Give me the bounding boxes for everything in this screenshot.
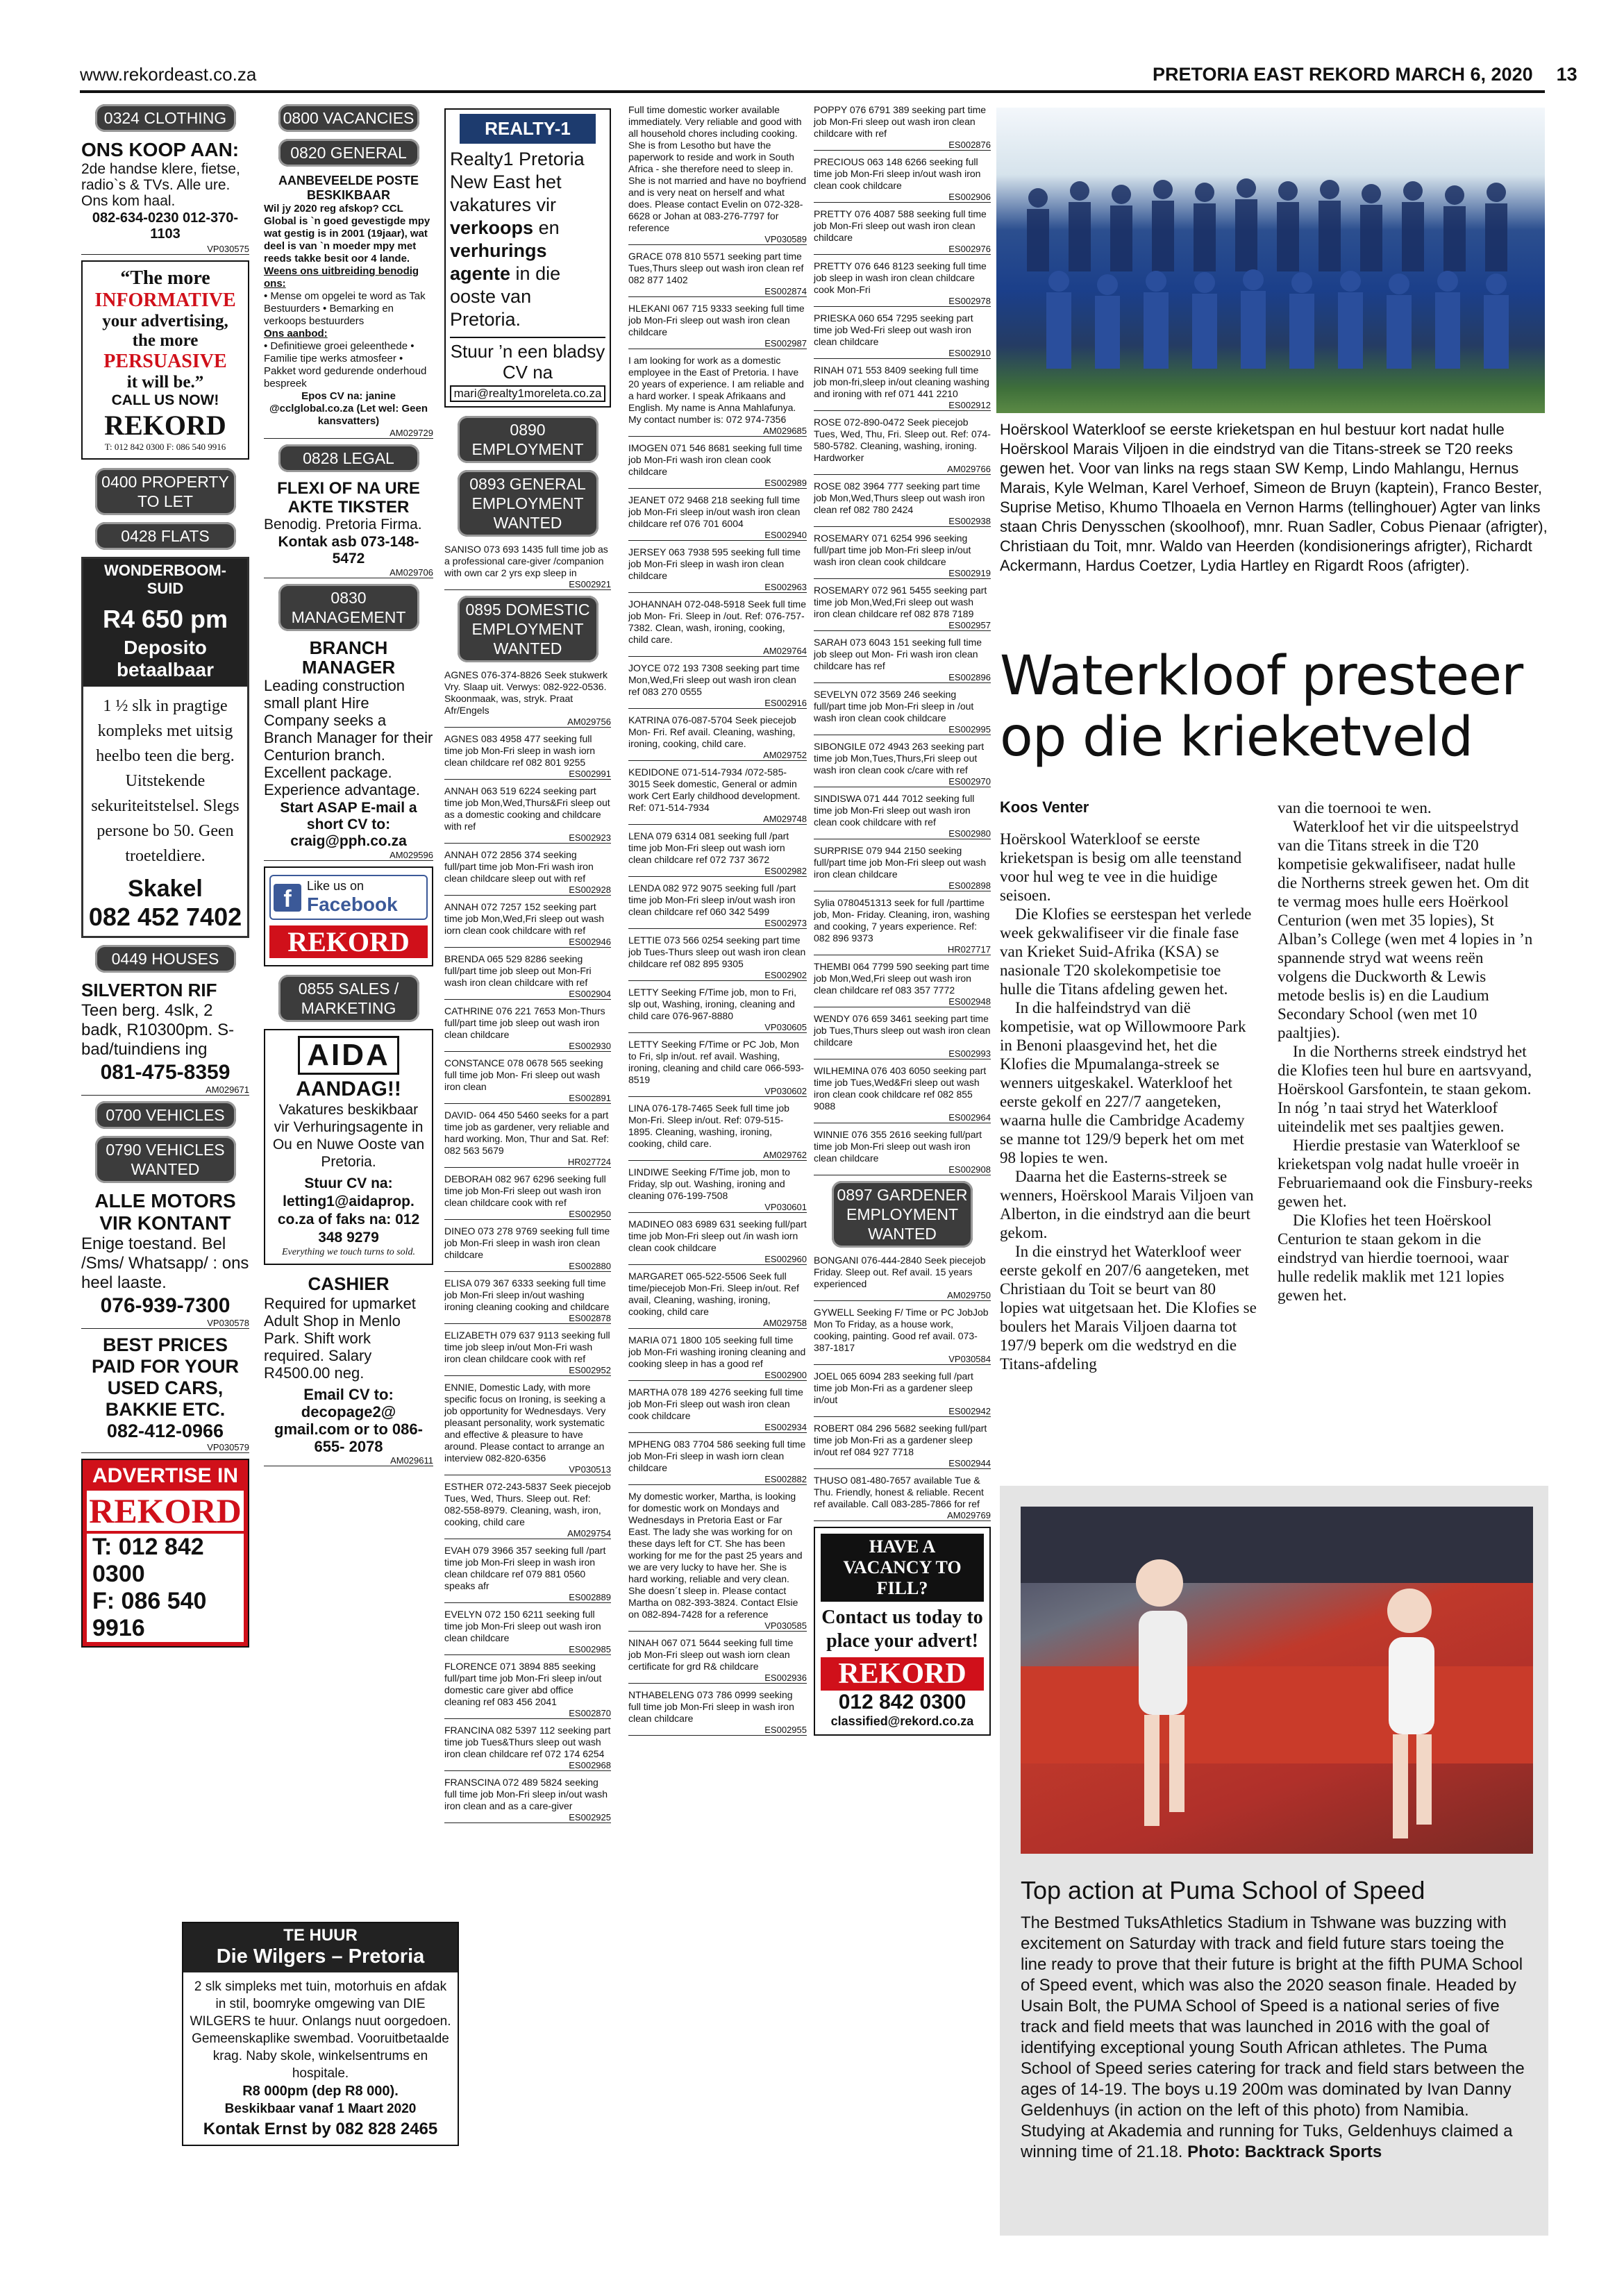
saniso-ad: SANISO 073 693 1435 full time job as a professional care-giver /companion with own car 2 yrs exp sleep in (444, 544, 608, 578)
page-header-title (1153, 64, 1577, 85)
te-huur-beskikbaar: Beskikbaar vanaf 1 Maart 2020 (224, 2102, 417, 2116)
classified-ad-text: BONGANI 076-444-2840 Seek piecejob Friday. Sleep out. Ref avail. 15 years experienced (814, 1255, 986, 1289)
article-paragraph: Die Klofies het teen Hoërskool Centurion te staan gekom in die eindstryd van hierdie toernooi, waar hulle redelik maklik met 121 lopies gewen het. (1278, 1212, 1509, 1304)
category-property-to-let: 0400 PROPERTY TO LET (95, 468, 236, 515)
classified-ad-text: PRETTY 076 646 8123 seeking full time job sleep in wash iron clean childcare cook Mon-Fri (814, 260, 987, 295)
ad-ref: ES002882 (628, 1474, 807, 1485)
ad-ref: ES002976 (814, 244, 991, 255)
classified-ad-text: SIBONGILE 072 4943 263 seeking part time job Mon,Tues,Thurs,Fri sleep out wash iron clean cook c/care with ref (814, 741, 985, 776)
article-paragraph: Die Klofies se eerstespan het verlede week gekwalifiseer vir die finale fase van Krieket Suid-Afrika (KSA) se nasionale T20 skolekompetisie toe hulle die Titans afdeling gewen het. (1000, 905, 1252, 998)
classified-ad-text: LENDA 082 972 9075 seeking full /part time job Mon-Fri sleep in/out wash iron clean childcare ref 060 342 5499 (628, 882, 796, 917)
aida-logo: AIDA (298, 1036, 399, 1075)
classified-ad-text: MARIA 071 1800 105 seeking full time job Mon-Fri washing ironing cleaning and cooking sleep in has a good ref (628, 1334, 806, 1369)
classified-ad-text: WENDY 076 659 3461 seeking part time job Tues,Thurs sleep out wash iron clean childcare (814, 1013, 991, 1048)
ad-ref: ES002900 (628, 1370, 807, 1381)
ad-ref: ES002898 (814, 880, 991, 891)
classified-ad-text: LINA 076-178-7465 Seek full time job Mon-Fri. Sleep in/out. Ref: 079-515-1895. Cleaning, washing, ironing, cooking, child care. (628, 1103, 789, 1149)
ad-ref: ES002891 (444, 1093, 611, 1104)
promo-call: CALL US NOW! (111, 392, 219, 408)
classified-ad-text: NINAH 067 071 5644 seeking full time job Mon-Fri sleep out wash iorn clean certificate for grd R& childcare (628, 1637, 794, 1672)
ad-ref: AM029685 (628, 426, 807, 437)
classified-ad-text: LETTIE 073 566 0254 seeking part time job Tues-Thurs sleep out wash iron clean childcare ref 082 895 9305 (628, 935, 806, 969)
ad-ref: ES002995 (814, 724, 991, 735)
team-silhouettes (996, 108, 1545, 413)
realty1-text: in die ooste van Pretoria. (450, 263, 561, 330)
category-employment: 0890 EMPLOYMENT (458, 416, 598, 463)
ad-ref: ES002876 (814, 140, 991, 151)
site-url: www.rekordeast.co.za (80, 64, 257, 85)
classified-ad-text: DEBORAH 082 967 6296 seeking full time job Mon-Fri sleep out wash iron clean childcare cook with ref (444, 1173, 606, 1208)
ad-ref: VP030602 (628, 1086, 807, 1097)
vacancy-text: Contact us today to place your advert! (821, 1607, 983, 1652)
promo-line: the more (132, 331, 199, 350)
category-vehicles-wanted: 0790 VEHICLES WANTED (95, 1136, 236, 1183)
category-management: 0830 MANAGEMENT (278, 584, 419, 631)
sprint-photo (1021, 1507, 1533, 1854)
ad-ref: ES002948 (814, 996, 991, 1007)
ad-ref: AM029754 (444, 1528, 611, 1539)
rekord-logo: REKORD (87, 1491, 244, 1531)
classifieds-column-5 (814, 104, 991, 1744)
ad-ref: ES002973 (628, 918, 807, 929)
classified-ad-text: ROSE 072-890-0472 Seek piecejob Tues, Wed, Thu, Fri. Sleep out. Ref: 074-580-5782. Cleaning, washing, ironing. Hardworker (814, 417, 991, 463)
te-huur-subtitle: Die Wilgers – Pretoria (183, 1945, 458, 1972)
classified-ad-text: AGNES 083 4958 477 seeking full time job Mon-Fri sleep in wash iorn clean childcare ref 082 801 9255 (444, 733, 596, 768)
aanbeveelde-list: • Definitiewe groei geleenthede • Familie tipe werks atmosfeer • Pakket word gedurende onderhoud bespreek (264, 340, 427, 389)
category-general: 0820 GENERAL (278, 139, 419, 167)
classified-ad-text: SEVELYN 072 3569 246 seeking full/part time job Mon-Fri sleep in /out wash iron clean cook childcare (814, 689, 974, 723)
ad-ref: ES002970 (814, 776, 991, 787)
ad-ref: ES002942 (814, 1406, 991, 1417)
ad-ref: AM029758 (628, 1318, 807, 1329)
wonderboom-title: WONDERBOOM-SUID (83, 559, 247, 601)
realty1-logo: REALTY-1 (460, 114, 596, 144)
classified-ad-text: JOYCE 072 193 7308 seeking part time Mon,Wed,Fri sleep out wash iron clean ref 083 270 0555 (628, 662, 800, 697)
ad-ref: AM029729 (264, 428, 433, 439)
ad-ref: AM029762 (628, 1150, 807, 1161)
category-clothing: 0324 CLOTHING (95, 104, 236, 132)
classified-ad-text: FLORENCE 071 3894 885 seeking full/part time job Mon-Fri sleep in/out domestic care giver abd office cleaning ref 083 456 2041 (444, 1661, 602, 1707)
category-vacancies: 0800 VACANCIES (278, 104, 419, 132)
best-prices-title: BEST PRICES PAID FOR YOUR USED CARS, BAKKIE ETC. (91, 1334, 240, 1420)
classified-ad-text: ELIZABETH 079 637 9113 seeking full time job sleep in/out Mon-Fri wash iron clean childcare cook with ref (444, 1330, 610, 1364)
motors-text: Enige toestand. Bel /Sms/ Whatsapp/ : ons heel laaste. (81, 1234, 249, 1292)
classified-ad-text: JOHANNAH 072-048-5918 Seek full time job Mon- Fri. Sleep in /out. Ref: 076-757-7382. Clean, wash, ironing, cooking, child care. (628, 598, 807, 645)
puma-text (1021, 1913, 1534, 2163)
promo-tel: T: 012 842 0300 F: 086 540 9916 (104, 442, 226, 452)
realty1-text: Realty1 Pretoria New East het vakatures vir (450, 149, 585, 215)
classifieds-column-2 (264, 104, 433, 1472)
ad-ref: VP030584 (814, 1354, 991, 1365)
classified-ad-text: THEMBI 064 7799 590 seeking part time job Mon,Wed,Fri sleep out wash iron clean childcare ref 083 357 7772 (814, 961, 989, 996)
aanbeveelde-aanbod: Ons aanbod: (264, 328, 328, 340)
wonderboom-price: R4 650 pm (83, 601, 247, 635)
ad-ref: VP030585 (628, 1620, 807, 1632)
classified-ad-text: ELISA 079 367 6333 seeking full time job Mon-Fri sleep in/out washing ironing cleaning cooking and childcare (444, 1277, 610, 1312)
ad-ref: ES002889 (444, 1592, 611, 1603)
classified-ad-text: ENNIE, Domestic Lady, with more specific focus on Ironing, is seeking a job opportunity for Wednesdays. Very pleasant personality, work systematic and effective & pleasure to have around. Please contact to arrange an interview 082-820-6356 (444, 1382, 606, 1464)
ad-ref: ES002938 (814, 516, 991, 527)
classified-ad-text: Sylia 0780451313 seek for full /parttime job, Mon- Friday. Cleaning, iron, washing and cooking, 7 years experience. Ref: 082 896 9373 (814, 897, 990, 944)
classified-ad-text: I am looking for work as a domestic employee in the East of Pretoria. I have 20 years of experience. I am reliable and a hard worker. I speak Afrikaans and English. My name is Anna Mahlafunya. My contact number is: 072 974-7356 (628, 355, 804, 425)
article-paragraph: In die Northerns streek eindstryd het die Klofies teen hul bure en aartsvyand, Hoërskool Garsfontein, te staan gekom. In nóg ’n taai stryd het Waterkloof uiteindelik met ses paaltjies gewen. (1278, 1043, 1532, 1135)
ad-ref: HR027724 (444, 1157, 611, 1168)
aida-slogan: Everything we touch turns to sold. (281, 1247, 416, 1257)
classified-ad-text: KATRINA 076-087-5704 Seek piecejob Mon- Fri. Ref avail. Cleaning, washing, ironing, cooking, child care. (628, 714, 796, 749)
classified-ad-text: DAVID- 064 450 5460 seeks for a part time job as gardener, very reliable and hard working. Mon, Thur and Sat. Ref: 082 563 5679 (444, 1109, 610, 1156)
ad-ref: ES002880 (444, 1261, 611, 1272)
classified-ad-text: ROSEMARY 072 961 5455 seeking part time job Mon,Wed,Fri sleep out wash iron clean childcare ref 082 878 7189 (814, 585, 987, 619)
category-legal: 0828 LEGAL (278, 444, 419, 472)
ad-ref: ES002910 (814, 348, 991, 359)
realty1-ad (444, 108, 611, 408)
gardener-ads-list (814, 1255, 991, 1521)
promo-line: your advertising, (102, 312, 228, 330)
ad-ref: ES002923 (444, 832, 611, 844)
ad-ref: ES002936 (628, 1673, 807, 1684)
flexi-text: Benodig. Pretoria Firma. (264, 517, 422, 533)
classified-ad-text: LETTY Seeking F/Time job, mon to Fri, slp out, Washing, ironing, cleaning and child care 076-967-8880 (628, 987, 796, 1021)
category-flats: 0428 FLATS (95, 522, 236, 550)
article-paragraph: Waterkloof het vir die uitspeelstryd van die Titans streek in die T20 kompetisie gekwalifiseer, nadat hulle die Northerns streek gewen het. Om dit te vermag moes hulle eers Hoërkool Centurion (wen met 35 lopies), St Alban’s College (wen met 4 lopies in ’n spannende stryd wat weens reën volgens die Duckworth & Lewis metode beslis is) en die Laudium Secondary School (wen met 10 paaltjies). (1278, 818, 1533, 1041)
wonderboom-ad (81, 557, 249, 938)
ad-ref: ES002928 (444, 885, 611, 896)
article-byline: Koos Venter (1000, 798, 1089, 816)
cashier-title: CASHIER (308, 1273, 390, 1294)
classified-ad-text: My domestic worker, Martha, is looking for domestic work on Mondays and Wednesdays in Pretoria East or Far East. The lady she was working for on these days left for CT. She has been working for me for the past 25 years and we are very lucky to have her. She is hard working, reliable and very clean. She doesn´t sleep in. Please contact Martha on 082-393-3824. Contact Elsie on 082-894-7428 for a reference (628, 1491, 803, 1620)
rekord-logo: REKORD (269, 925, 428, 958)
advertise-tel: T: 012 842 0300 (87, 1534, 244, 1588)
facebook-like: Like us on (307, 879, 365, 893)
silverton-title: SILVERTON RIF (81, 980, 217, 1000)
ad-ref: ES002904 (444, 989, 611, 1000)
ad-ref: ES002870 (444, 1708, 611, 1719)
ad-ref: VP030513 (444, 1464, 611, 1475)
ad-ref: ES002874 (628, 286, 807, 297)
classified-ad-text: JOEL 065 6094 283 seeking full /part time job Mon-Fri as a gardener sleep in/out (814, 1371, 973, 1405)
ad-ref: ES002950 (444, 1209, 611, 1220)
ad-ref: ES002896 (814, 672, 991, 683)
facebook-promo (264, 866, 433, 966)
ad-ref: AM029611 (264, 1455, 433, 1466)
classified-ad-text: DINEO 073 278 9769 seeking full time job Mon-Fri sleep in wash iron clean childcare (444, 1225, 610, 1260)
classified-ad-text: NTHABELENG 073 786 0999 seeking full time job Mon-Fri sleep in wash iron clean childcare (628, 1689, 794, 1724)
wonderboom-deposit: Deposito betaalbaar (83, 635, 247, 687)
ad-ref: ES002906 (814, 192, 991, 203)
classified-ad-text: KEDIDONE 071-514-7934 /072-585-3015 Seek domestic, General or admin work Cert Early childhood development. Ref: 071-514-7934 (628, 766, 801, 813)
realty1-stuur: Stuur ’n een bladsy CV na (450, 337, 605, 383)
ad-ref: ES002964 (814, 1112, 991, 1123)
classifieds-column-3 (444, 104, 611, 1829)
sprinters-silhouettes (1021, 1507, 1533, 1854)
classified-ad-text: MADINEO 083 6989 631 seeking full/part time job Mon-Fri sleep out /in wash iorn clean cook childcare (628, 1218, 807, 1253)
classified-ad-text: POPPY 076 6791 389 seeking part time job Mon-Fri sleep out wash iron clean childcare with ref (814, 104, 987, 139)
classifieds-column-1 (81, 104, 249, 1656)
classified-ad-text: HLEKANI 067 715 9333 seeking full time job Mon-Fri sleep out wash iron clean childcare (628, 303, 805, 337)
ad-ref: AM029750 (814, 1290, 991, 1301)
ad-ref: ES002946 (444, 937, 611, 948)
classified-ad-text: AGNES 076-374-8826 Seek stukwerk Vry. Slaap uit. Verwys: 082-922-0536. Skoonmaak, was, stryk. Praat Afr/Engels (444, 669, 608, 716)
ad-ref: AM029769 (814, 1510, 991, 1521)
category-houses: 0449 HOUSES (95, 945, 236, 973)
ad-ref: ES002987 (628, 338, 807, 349)
domestic-ads-list (444, 669, 611, 1823)
classified-ad-text: FRANCINA 082 5397 112 seeking part time job Tues&Thurs sleep out wash iron clean childcare ref 072 174 6254 (444, 1725, 611, 1759)
domestic-ads-list (814, 104, 991, 1175)
classifieds-column-4 (628, 104, 807, 1741)
aida-ad (264, 1029, 433, 1265)
classified-ad-text: CATHRINE 076 221 7653 Mon-Thurs full/part time job sleep out wash iron clean childcare (444, 1005, 605, 1040)
ad-ref: ES002968 (444, 1760, 611, 1771)
realty1-bold: verhurings agente (450, 240, 547, 284)
classified-ad-text: WILHEMINA 076 403 6050 seeking part time job Tues,Wed&Fri sleep out wash iron clean cook childcare ref 082 855 9088 (814, 1065, 987, 1112)
ad-ref: ES002985 (444, 1644, 611, 1655)
te-huur-text: 2 slk simpleks met tuin, motorhuis en afdak in stil, boomryke omgewing van DIE WILGERS te huur. Onlangs nuut oorgedoen. Gemeenskaplike swembad. Vooruitbetaalde krag. Naby skole, winkelsentrums en hospitale. (190, 1979, 451, 2081)
silverton-text: Teen berg. 4slk, 2 badk, R10300pm. S-bad/tuindiens ing (81, 1001, 235, 1059)
branch-start: Start ASAP E-mail a short CV to: craig@pph.co.za (280, 800, 417, 849)
classified-ad-text: ROSE 082 3964 777 seeking part time job Mon,Wed,Thurs sleep out wash iron clean ref 082 780 2424 (814, 480, 985, 515)
ad-ref: ES002991 (444, 769, 611, 780)
classified-ad-text: FRANSCINA 072 489 5824 seeking full time job Mon-Fri sleep in/out wash iron clean and as a care-giver (444, 1777, 608, 1811)
ad-ref: ES002952 (444, 1365, 611, 1376)
classified-ad-text: GYWELL Seeking F/ Time or PC JobJob Mon To Friday, as a house work, cooking, painting. Good ref avail. 073-387-1817 (814, 1307, 989, 1353)
vacancy-promo (814, 1527, 991, 1736)
advertise-box (81, 1459, 249, 1648)
ad-ref: AM029748 (628, 814, 807, 825)
ad-ref: VP030579 (81, 1442, 249, 1453)
classified-ad-text: ESTHER 072-243-5837 Seek piecejob Tues, Wed, Thurs. Sleep out. Ref: 082-558-8979. Cleaning, wash, iron, cooking, child care (444, 1481, 611, 1527)
best-prices-phone: 082-412-0966 (106, 1421, 224, 1441)
ad-ref: ES002993 (814, 1048, 991, 1059)
advertise-in: ADVERTISE IN (92, 1464, 239, 1487)
classified-ad-text: ANNAH 063 519 6224 seeking part time job Mon,Wed,Thurs&Fri sleep out as a domestic cooking and childcare with ref (444, 785, 610, 832)
classified-ad-text: MARTHA 078 189 4276 seeking full time job Mon-Fri sleep out wash iron clean cook childcare (628, 1386, 803, 1421)
wonderboom-skakel: Skakel (128, 875, 203, 902)
domestic-ads-list (628, 104, 807, 1736)
header-rule (80, 90, 1545, 93)
ad-ref: AM029764 (628, 646, 807, 657)
category-vehicles: 0700 VEHICLES (95, 1101, 236, 1129)
classified-ad-text: ANNAH 072 2856 374 seeking full/part time job Mon-Fri wash iron clean childcare sleep out with ref (444, 849, 594, 884)
classified-ad-text: MPHENG 083 7704 586 seeking full time job Mon-Fri sleep in wash iorn clean childcare (628, 1439, 806, 1473)
ad-ref: ES002963 (628, 582, 807, 593)
classified-ad-text: RINAH 071 553 8409 seeking full time job mon-fri,sleep in/out cleaning washing and ironing with ref 071 441 2210 (814, 364, 989, 399)
ad-ref: VP030605 (628, 1022, 807, 1033)
ad-ref: AM029596 (264, 850, 433, 861)
ad-ref: ES002930 (444, 1041, 611, 1052)
cricket-team-photo (996, 108, 1545, 413)
motors-phone: 076-939-7300 (100, 1294, 231, 1317)
ad-ref: ES002921 (444, 579, 611, 590)
classified-ad-text: SINDISWA 071 444 7012 seeking full time job Mon-Fri sleep out wash iron clean cook childcare with ref (814, 793, 975, 828)
cashier-email: Email CV to: decopage2@ gmail.com or to 086-655- 2078 (274, 1386, 423, 1455)
ad-ref: AM029752 (628, 750, 807, 761)
classified-ad-text: BRENDA 065 529 8286 seeking full/part time job sleep out Mon-Fri wash iron clean childcare with ref (444, 953, 592, 988)
vacancy-phone: 012 842 0300 (838, 1691, 966, 1713)
ad-ref: VP030601 (628, 1202, 807, 1213)
classified-ad-text: LINDIWE Seeking F/Time job, mon to Friday, slp out. Washing, ironing and cleaning 076-199-7508 (628, 1166, 790, 1201)
cashier-text: Required for upmarket Adult Shop in Menlo Park. Shift work required. Salary R4500.00 neg. (264, 1295, 416, 1382)
classified-ad-text: SURPRISE 079 944 2150 seeking full/part time job Mon-Fri sleep out wash iron clean childcare (814, 845, 987, 880)
ad-ref: AM029756 (444, 717, 611, 728)
article-column-b (1278, 798, 1534, 1305)
realty1-email: mari@realty1moreleta.co.za (450, 385, 605, 402)
classified-ad-text: MARGARET 065-522-5506 Seek full time/piecejob Mon-Fri. Sleep in/out. Ref avail, Cleaning, washing, ironing, cooking, child care (628, 1271, 799, 1317)
ad-ref: ES002919 (814, 568, 991, 579)
classified-ad-text: LETTY Seeking F/Time or PC Job, Mon to Fri, slp in/out. ref avail. Washing, ironing, cleaning and child care 066-593-8519 (628, 1039, 804, 1085)
te-huur-kontak: Kontak Ernst by 082 828 2465 (203, 2120, 438, 2138)
classified-ad-text: THUSO 081-480-7657 available Tue & Thu. Friendly, honest & reliable. Recent ref available. Call 083-285-7866 for ref (814, 1475, 984, 1509)
classified-ad-text: IMOGEN 071 546 8681 seeking full time job Mon-Fri wash iron clean cook childcare (628, 442, 803, 477)
ad-ref: AM029671 (81, 1084, 249, 1096)
photo-credit: Photo: Backtrack Sports (1187, 2143, 1382, 2161)
ad-ref: ES002912 (814, 400, 991, 411)
article-paragraph: Hierdie prestasie van Waterkloof se krieketspan volg nadat hulle vroeër in Februariemaand ook die Finsbury-reeks gewen het. (1278, 1137, 1533, 1210)
classified-ad-text: JERSEY 063 7938 595 seeking full time job Mon-Fri sleep in wash iron clean childcare (628, 546, 801, 581)
rekord-promo (81, 260, 249, 460)
ad-ref: VP030575 (81, 244, 249, 255)
aanbeveelde-title: AANBEVEELDE POSTE BESKIKBAAR (278, 174, 419, 202)
ons-koop-text: 2de handse klere, fietse, radio`s & TVs. Alle ure. Ons kom haal. (81, 161, 240, 209)
te-huur-ad (182, 1922, 459, 2146)
ons-koop-phones: 082-634-0230 012-370-1103 (92, 210, 239, 242)
category-sales-marketing: 0855 SALES / MARKETING (278, 975, 419, 1022)
branch-text: Leading construction small plant Hire Company seeks a Branch Manager for their Centurion branch. Excellent package. Experience advantage. (264, 677, 433, 798)
ad-ref: AM029766 (814, 464, 991, 475)
classified-ad-text: ROBERT 084 296 5682 seeking full/part time job Mon-Fri as a gardener sleep in/out ref 084 927 7718 (814, 1423, 987, 1457)
aida-stuur: Stuur CV na: letting1@aidaprop. co.za of faks na: 012 348 9279 (277, 1175, 420, 1246)
article-paragraph: In die halfeindstryd van dië kompetisie, wat op Willowmoore Park in Benoni plaasgevind het, het die Klofies die Mpumalanga-streek se wenners uitgeskakel. Waterkloof het eerste gekolf en 227/7 aangeteken, waarna hulle die Cambridge Academy se manne tot 129/9 beperk het om met 98 lopies te wen. (1000, 999, 1246, 1166)
category-domestic-employment-wanted: 0895 DOMESTIC EMPLOYMENT WANTED (458, 596, 598, 662)
classified-ad-text: ROSEMARY 071 6254 996 seeking full/part time job Mon-Fri sleep in/out wash iron clean cook childcare (814, 533, 971, 567)
realty1-bold: verkoops (450, 217, 534, 238)
classified-ad-text: Full time domestic worker available immediately. Very reliable and good with all household chores including cooking. She is from Lesotho but have the paperwork to reside and work in South Africa - she therefore need to sleep in. She is not married and have no boyfriend and is very neat on herself and what does. Please contact Evelin on 072-328-6628 or Johan at 083-276-7797 for reference (628, 104, 807, 233)
vacancy-email: classified@rekord.co.za (830, 1714, 974, 1728)
classified-ad-text: GRACE 078 810 5571 seeking part time Tues,Thurs sleep out wash iron clean ref 082 877 1402 (628, 251, 804, 285)
aida-aandag: AANDAG!! (296, 1078, 401, 1100)
ad-ref: ES002960 (628, 1254, 807, 1265)
page-number: 13 (1556, 64, 1577, 85)
wonderboom-text: 1 ½ slk in pragtige kompleks met uitsig heelbo teen die berg. Uitstekende sekuriteitstelsel. Slegs persone bo 50. Geen troeteldiere. (91, 697, 240, 865)
aida-text: Vakatures beskikbaar vir Verhuringsagente in Ou en Nuwe Ooste van Pretoria. (272, 1102, 425, 1170)
classified-ad-text: PRIESKA 060 654 7295 seeking part time job Wed-Fri sleep out wash iron clean childcare (814, 312, 973, 347)
puma-title: Top action at Puma School of Speed (1021, 1876, 1425, 1904)
puma-body: The Bestmed TuksAthletics Stadium in Tshwane was buzzing with excitement on Saturday with track and field future stars toeing the line ready to prove that their future is bright at the fifth PUMA School of Speed event, which was also the 2020 season finale. Headed by Usain Bolt, the PUMA School of Speed is a national series of five track and field meets that was launched in 2016 with the goal of identifying exceptional young South African athletes. The Puma School of Speed series catering for track and field stars between the ages of 14-19. The boys u.19 200m was dominated by Ivan Danny Geldenhuys (in action on the left of this photo) from Namibia. Studying at Akademia and running for Tuks, Geldenhuys claimed a winning time of 21.18. (1021, 1913, 1525, 2161)
classified-ad-text: WINNIE 076 355 2616 seeking full/part time job Mon-Fri sleep out wash iron clean childcare (814, 1129, 982, 1164)
promo-persuasive: PERSUASIVE (103, 351, 227, 372)
ad-ref: ES002878 (444, 1313, 611, 1324)
motors-title: ALLE MOTORS VIR KONTANT (94, 1190, 236, 1234)
rekord-logo: REKORD (104, 410, 226, 441)
classified-ad-text: EVELYN 072 150 6211 seeking full time job Mon-Fri sleep out wash iron clean childcare (444, 1609, 601, 1643)
category-general-employment-wanted: 0893 GENERAL EMPLOYMENT WANTED (458, 470, 598, 537)
rekord-logo: REKORD (821, 1657, 984, 1691)
classified-ad-text: CONSTANCE 078 0678 565 seeking full time job Mon- Fri sleep out wash iron clean (444, 1057, 603, 1092)
branch-title: BRANCH MANAGER (301, 637, 396, 678)
classified-ad-text: PRECIOUS 063 148 6266 seeking full time job Mon-Fri sleep in/out wash iron clean cook childcare (814, 156, 981, 191)
aanbeveelde-epos: Epos CV na: janine @cclglobal.co.za (Let wel: Geen kansvatters) (269, 390, 428, 427)
ad-ref: ES002902 (628, 970, 807, 981)
ad-ref: ES002980 (814, 828, 991, 839)
ad-ref: ES002955 (628, 1725, 807, 1736)
te-huur-title: TE HUUR (183, 1923, 458, 1945)
edition-title: PRETORIA EAST REKORD MARCH 6, 2020 (1153, 64, 1533, 85)
ad-ref: ES002944 (814, 1458, 991, 1469)
flexi-title: FLEXI OF NA URE AKTE TIKSTER (277, 479, 420, 517)
ad-ref: ES002934 (628, 1422, 807, 1433)
ad-ref: ES002908 (814, 1164, 991, 1175)
aanbeveelde-text: Wil jy 2020 reg afskop? CCL Global is `n goed gevestigde mpy wat gestig is in 2001 (19jaar), wat deel is van `n moeder mpy met reeds takke besit oor 4 lande. (264, 203, 430, 265)
ad-ref: ES002989 (628, 478, 807, 489)
ad-ref: ES002982 (628, 866, 807, 877)
aanbeveelde-uitbreiding: Weens ons uitbreiding benodig ons: (264, 265, 419, 290)
article-headline: Waterkloof presteer op die krieketveld (1000, 645, 1523, 769)
ad-ref: VP030578 (81, 1318, 249, 1329)
article-paragraph: In die einstryd het Waterkloof weer eerste gekolf en 207/6 aangeteken, met Christiaan du Toit se beurt van 80 lopies wat uitgetsaan het. Die Klofies se boulers het Marais Viljoen daarna tot 197/9 beperk om die wedstryd en die Titans-afdeling (1000, 1243, 1257, 1373)
realty1-text: en (538, 217, 560, 238)
te-huur-price: R8 000pm (dep R8 000). (242, 2084, 399, 2099)
ad-ref: HR027717 (814, 944, 991, 955)
silverton-phone: 081-475-8359 (100, 1061, 231, 1084)
photo-caption: Hoërskool Waterkloof se eerste krieketspan en hul bestuur kort nadat hulle Hoërskool Marais Viljoen in die eindstryd van die Titans-streek se T20 reeks gewen het. Voor van links na regs staan SW Kemp, Lindo Mahlangu, Hernus Marais, Kyle Welman, Karel Verhoef, Simeon de Bruyn (kaptein), Franco Bester, Suprise Metiso, Khumo Tlhoaela en Vernon Harms (tellinghouer) Agter van links staan Chris Denysschen (skoolhoof), mnr. Ruan Sadler, Cobus Pienaar (afrigter), Christiaan du Toit, mnr. Waldo van Heerden (kondisionerings afrigter), Richardt Ackermann, Hardus Coetzer, Lydia Hartley en Rigardt Roos (afrigter). (1000, 421, 1548, 574)
ad-ref: AM029706 (264, 567, 433, 578)
classified-ad-text: JEANET 072 9468 218 seeking full time job Mon-Fri sleep in/out wash iron clean childcare ref 076 701 6004 (628, 494, 801, 529)
classified-ad-text: PRETTY 076 4087 588 seeking full time job Mon-Fri sleep out wash iron clean childcare (814, 208, 987, 243)
ad-ref: ES002978 (814, 296, 991, 307)
wonderboom-phone: 082 452 7402 (88, 903, 242, 931)
ad-ref: ES002957 (814, 620, 991, 631)
ad-ref: ES002916 (628, 698, 807, 709)
article-paragraph: van die toernooi te wen. (1278, 799, 1432, 816)
aanbeveelde-list: • Mense om opgelei te word as Tak Bestuurders • Bemarking en verkoops bestuurders (264, 290, 426, 327)
ons-koop-title: ONS KOOP AAN: (81, 139, 240, 160)
vacancy-title: HAVE A VACANCY TO FILL? (821, 1534, 984, 1602)
ad-ref: ES002940 (628, 530, 807, 541)
article-paragraph: Daarna het die Easterns-streek se wenners, Hoërskool Marais Viljoen van Alberton, in die eindstryd aan die beurt gekom. (1000, 1168, 1254, 1241)
facebook-brand: Facebook (307, 894, 398, 915)
promo-informative: INFORMATIVE (94, 290, 236, 311)
ad-ref: ES002925 (444, 1812, 611, 1823)
flexi-kontak: Kontak asb 073-148-5472 (278, 534, 419, 567)
article-paragraph: Hoërskool Waterkloof se eerste krieketspan is besig om alle teenstand voor hul weg te vee in die huidige seisoen. (1000, 830, 1242, 904)
promo-quote: “The more (120, 267, 210, 289)
classified-ad-text: ANNAH 072 7257 152 seeking part time job Mon,Wed,Fri sleep out wash iorn clean cook childcare with ref (444, 901, 605, 936)
facebook-icon: f (274, 884, 301, 912)
article-column-a (1000, 830, 1257, 1373)
ad-ref: VP030589 (628, 234, 807, 245)
classified-ad-text: EVAH 079 3966 357 seeking full /part time job Mon-Fri sleep in wash iron clean childcare ref 079 881 0560 speaks afr (444, 1545, 606, 1591)
classified-ad-text: LENA 079 6314 081 seeking full /part time job Mon-Fri sleep out wash iorn clean childcare ref 072 737 3672 (628, 830, 789, 865)
category-gardener-employment-wanted: 0897 GARDENER EMPLOYMENT WANTED (832, 1181, 973, 1248)
advertise-fax: F: 086 540 9916 (87, 1588, 244, 1642)
promo-line: it will be.” (126, 373, 204, 392)
classified-ad-text: SARAH 073 6043 151 seeking full time job sleep out Mon- Fri wash iron clean childcare has ref (814, 637, 982, 671)
